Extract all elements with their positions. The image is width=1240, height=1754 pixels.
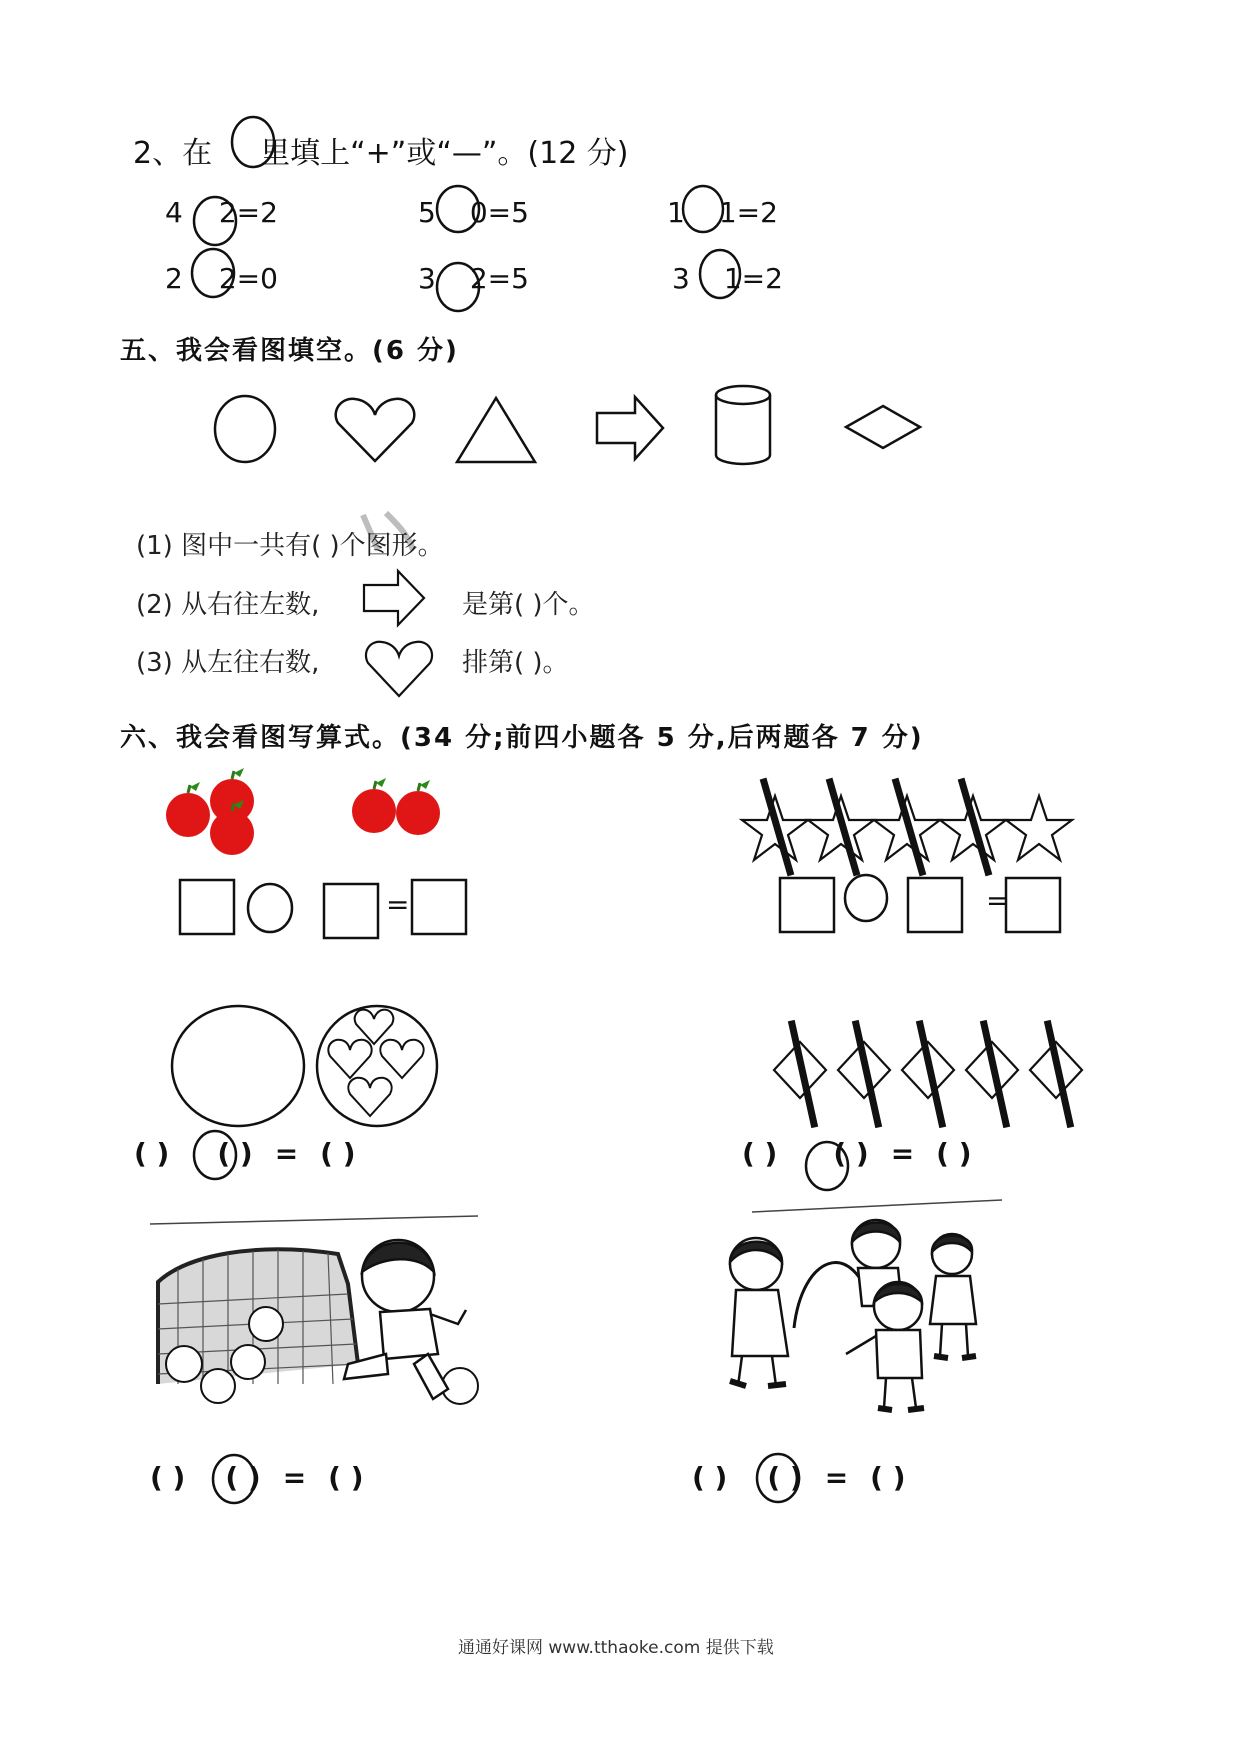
answer-blank[interactable]: ( ) <box>692 1461 728 1494</box>
circle-icon <box>210 392 280 466</box>
q2-eq-2: 5 0=5 <box>418 196 529 229</box>
crossed-diamonds-picture <box>772 1022 1102 1142</box>
answer-box[interactable] <box>412 880 466 934</box>
answer-circle-icon <box>229 114 279 170</box>
answer-circle-icon[interactable] <box>845 875 887 921</box>
answer-circle-icon[interactable] <box>210 1454 260 1506</box>
section5-q2-suffix: 是第( )个。 <box>462 590 595 620</box>
answer-blank[interactable]: ( ) <box>742 1137 778 1170</box>
answer-blank[interactable]: ( ) <box>870 1461 906 1494</box>
section6-title: 六、我会看图写算式。(34 分;前四小题各 5 分,后两题各 7 分) <box>120 723 924 753</box>
apple-icon <box>166 782 210 837</box>
cross-out-stroke <box>764 782 790 872</box>
cross-out-stroke <box>1048 1024 1070 1124</box>
answer-blank[interactable]: ( ) <box>767 1461 803 1494</box>
section5-q3-text: (3) 从左往右数, <box>136 648 320 678</box>
cross-out-stroke <box>896 782 922 872</box>
cross-out-stroke <box>984 1024 1006 1124</box>
equals-sign: = <box>386 888 410 921</box>
q2-title <box>133 128 629 172</box>
q2-eq-3: 1 1=2 <box>667 196 778 229</box>
equation-boxes-2 <box>778 872 1078 936</box>
equals-sign: = <box>282 1461 307 1494</box>
arrow-right-icon <box>595 393 667 463</box>
answer-blank[interactable]: ( ) <box>328 1461 364 1494</box>
answer-circle-icon[interactable] <box>248 884 292 932</box>
answer-blank[interactable]: ( ) <box>936 1137 972 1170</box>
blank-eq-3 <box>134 1137 356 1170</box>
hearts-in-circle-picture <box>170 1002 440 1132</box>
equals-sign: = <box>274 1137 299 1170</box>
cross-out-stroke <box>792 1024 814 1124</box>
answer-box[interactable] <box>908 878 962 932</box>
section5-title: 五、我会看图填空。(6 分) <box>120 336 459 366</box>
apples-picture <box>160 765 460 865</box>
jump-rope-picture <box>712 1196 1002 1446</box>
soccer-ball-icon <box>231 1345 265 1379</box>
q2-title-prefix: 2、在 <box>133 136 213 171</box>
answer-blank[interactable]: ( ) <box>320 1137 356 1170</box>
answer-circle-icon[interactable] <box>697 248 747 302</box>
cylinder-icon <box>712 383 774 469</box>
heart-icon <box>364 638 434 700</box>
answer-blank[interactable]: ( ) <box>833 1137 869 1170</box>
star-icon <box>1006 796 1072 860</box>
equals-sign: = <box>824 1461 849 1494</box>
answer-circle-icon[interactable] <box>190 247 240 301</box>
soccer-picture <box>148 1214 488 1434</box>
answer-blank[interactable]: ( ) <box>150 1461 186 1494</box>
section5-q1: (1) 图中一共有( )个图形。 <box>136 531 444 561</box>
answer-blank[interactable]: ( ) <box>217 1137 253 1170</box>
answer-circle-icon[interactable] <box>804 1140 854 1194</box>
cross-out-stroke <box>962 782 988 872</box>
apple-icon <box>352 778 396 833</box>
diamond-icon <box>843 403 923 451</box>
soccer-ball-icon <box>166 1346 202 1382</box>
answer-blank[interactable]: ( ) <box>134 1137 170 1170</box>
cross-out-stroke <box>920 1024 942 1124</box>
girl-icon <box>930 1234 976 1358</box>
equals-sign: = <box>986 884 1010 917</box>
heart-icon <box>348 1078 391 1116</box>
answer-circle-icon[interactable] <box>754 1452 804 1506</box>
blank-eq-4 <box>742 1137 972 1170</box>
section5-q3-suffix: 排第( )。 <box>462 648 569 678</box>
answer-box[interactable] <box>324 884 378 938</box>
empty-circle-icon <box>172 1006 304 1126</box>
section5-q2-text: (2) 从右往左数, <box>136 590 320 620</box>
arrow-right-icon <box>362 567 428 629</box>
q2-title-suffix: 里填上“+”或“—”。(12 分) <box>260 136 629 171</box>
answer-blank[interactable]: ( ) <box>225 1461 261 1494</box>
q2-eq-1: 4 2=2 <box>165 196 278 229</box>
answer-circle-icon[interactable] <box>435 260 485 316</box>
girl-icon <box>730 1238 788 1386</box>
soccer-ball-icon <box>201 1369 235 1403</box>
heart-icon <box>333 395 417 467</box>
heart-icon <box>328 1040 371 1078</box>
apple-icon <box>396 780 440 835</box>
equation-boxes-1 <box>178 878 478 940</box>
q2-eq-5: 3 2=5 <box>418 262 529 295</box>
footer-text: 通通好课网 www.tthaoke.com 提供下载 <box>458 1638 774 1658</box>
answer-box[interactable] <box>780 878 834 932</box>
q2-eq-4: 2 2=0 <box>165 262 278 295</box>
cross-out-stroke <box>856 1024 878 1124</box>
q2-eq-6: 3 1=2 <box>672 262 783 295</box>
answer-box[interactable] <box>1006 878 1060 932</box>
soccer-ball-icon <box>249 1307 283 1341</box>
cross-out-stroke <box>830 782 856 872</box>
answer-circle-icon[interactable] <box>680 185 730 235</box>
answer-circle-icon[interactable] <box>435 185 485 235</box>
answer-box[interactable] <box>180 880 234 934</box>
equals-sign: = <box>890 1137 915 1170</box>
answer-circle-icon[interactable] <box>192 1130 242 1182</box>
boy-icon <box>846 1282 924 1410</box>
answer-circle-icon[interactable] <box>190 195 240 251</box>
heart-icon <box>380 1040 423 1078</box>
triangle-icon <box>453 394 539 466</box>
